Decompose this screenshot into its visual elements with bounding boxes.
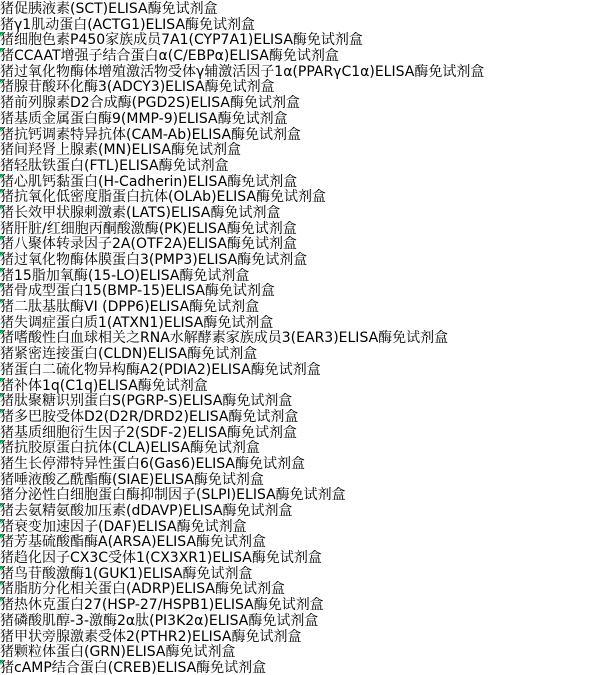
product-name-text: 猪抗氧化低密度脂蛋白抗体(OLAb)ELISA酶免试剂盒 xyxy=(0,189,327,206)
cell-flag-icon xyxy=(0,268,4,272)
product-row xyxy=(0,78,603,94)
cell-flag-icon xyxy=(0,566,4,570)
product-name-text: 猪生长停滞特异性蛋白6(Gas6)ELISA酶免试剂盒 xyxy=(0,455,305,472)
cell-flag-icon xyxy=(0,48,4,52)
product-name-text: 猪长效甲状腺刺激素(LATS)ELISA酶免试剂盒 xyxy=(0,204,281,221)
product-row xyxy=(0,392,603,408)
product-name-text: 猪γ1肌动蛋白(ACTG1)ELISA酶免试剂盒 xyxy=(0,16,256,33)
cell-flag-icon xyxy=(0,205,4,209)
product-name-text: 猪唾液酸乙酰酯酶(SIAE)ELISA酶免试剂盒 xyxy=(0,471,264,488)
product-row xyxy=(0,173,603,189)
product-name-text: 猪肝脏/红细胞丙酮酸激酶(PK)ELISA酶免试剂盒 xyxy=(0,220,297,237)
product-name-text: 猪抗钙调素特异抗体(CAM-Ab)ELISA酶免试剂盒 xyxy=(0,126,302,143)
product-name-text: 猪骨成型蛋白15(BMP-15)ELISA酶免试剂盒 xyxy=(0,283,275,300)
product-row xyxy=(0,377,603,393)
product-name-text: 猪趋化因子CX3C受体1(CX3XR1)ELISA酶免试剂盒 xyxy=(0,550,322,567)
product-row xyxy=(0,408,603,424)
product-name-text: 猪过氧化物酶体增殖激活物受体γ辅激活因子1α(PPARγC1α)ELISA酶免试剂盒 xyxy=(0,63,485,80)
cell-flag-icon xyxy=(0,236,4,240)
product-name-text: 猪肽聚糖识别蛋白S(PGRP-S)ELISA酶免试剂盒 xyxy=(0,393,293,410)
product-row xyxy=(0,0,603,16)
cell-flag-icon xyxy=(0,393,4,397)
product-name-text: 猪磷酸肌醇-3-激酶2α肽(PI3K2α)ELISA酶免试剂盒 xyxy=(0,612,319,629)
cell-flag-icon xyxy=(0,581,4,585)
cell-flag-icon xyxy=(0,660,4,664)
cell-flag-icon xyxy=(0,32,4,36)
product-row xyxy=(0,141,603,157)
product-name-text: 猪心肌钙黏蛋白(H-Cadherin)ELISA酶免试剂盒 xyxy=(0,173,298,190)
product-row xyxy=(0,220,603,236)
product-name-text: 猪前列腺素D2合成酶(PGD2S)ELISA酶免试剂盒 xyxy=(0,95,300,112)
product-row xyxy=(0,628,603,644)
product-name-text: 猪失调症蛋白质1(ATXN1)ELISA酶免试剂盒 xyxy=(0,314,274,331)
cell-flag-icon xyxy=(0,519,4,523)
product-name-text: 猪腺苷酸环化酶3(ADCY3)ELISA酶免试剂盒 xyxy=(0,79,275,96)
cell-flag-icon xyxy=(0,79,4,83)
product-row xyxy=(0,439,603,455)
product-name-text: 猪cAMP结合蛋白(CREB)ELISA酶免试剂盒 xyxy=(0,659,267,675)
product-name-text: 猪蛋白二硫化物异构酶A2(PDIA2)ELISA酶免试剂盒 xyxy=(0,361,321,378)
product-row xyxy=(0,16,603,32)
cell-flag-icon xyxy=(0,299,4,303)
product-name-text: 猪基质金属蛋白酶9(MMP-9)ELISA酶免试剂盒 xyxy=(0,110,288,127)
cell-flag-icon xyxy=(0,189,4,193)
product-row xyxy=(0,329,603,345)
product-row xyxy=(0,502,603,518)
product-name-text: 猪芳基硫酸酯酶A(ARSA)ELISA酶免试剂盒 xyxy=(0,534,267,551)
product-row xyxy=(0,188,603,204)
product-name-text: 猪甲状旁腺激素受体2(PTHR2)ELISA酶免试剂盒 xyxy=(0,628,302,645)
cell-flag-icon xyxy=(0,252,4,256)
cell-flag-icon xyxy=(0,409,4,413)
product-row xyxy=(0,659,603,675)
cell-flag-icon xyxy=(0,597,4,601)
product-name-text: 猪15脂加氧酶(15-LO)ELISA酶免试剂盒 xyxy=(0,267,250,284)
product-row xyxy=(0,361,603,377)
product-name-text: 猪CCAAT增强子结合蛋白α(C/EBPα)ELISA酶免试剂盒 xyxy=(0,48,339,65)
product-row xyxy=(0,549,603,565)
product-row xyxy=(0,486,603,502)
product-row xyxy=(0,31,603,47)
product-name-text: 猪嗜酸性白血球相关之RNA水解酵素家族成员3(EAR3)ELISA酶免试剂盒 xyxy=(0,330,449,347)
product-name-text: 猪热休克蛋白27(HSP-27/HSPB1)ELISA酶免试剂盒 xyxy=(0,597,324,614)
product-row xyxy=(0,612,603,628)
product-row xyxy=(0,643,603,659)
cell-flag-icon xyxy=(0,440,4,444)
product-row xyxy=(0,47,603,63)
product-row xyxy=(0,298,603,314)
cell-flag-icon xyxy=(0,174,4,178)
product-row xyxy=(0,126,603,142)
product-name-text: 猪过氧化物酶体膜蛋白3(PMP3)ELISA酶免试剂盒 xyxy=(0,252,308,268)
product-name-text: 猪分泌性白细胞蛋白酶抑制因子(SLPI)ELISA酶免试剂盒 xyxy=(0,487,346,504)
cell-flag-icon xyxy=(0,283,4,287)
product-name-text: 猪轻肽铁蛋白(FTL)ELISA酶免试剂盒 xyxy=(0,157,229,174)
product-name-text: 猪鸟苷酸激酶1(GUK1)ELISA酶免试剂盒 xyxy=(0,565,253,582)
product-row xyxy=(0,565,603,581)
product-name-text: 猪抗胶原蛋白抗体(CLA)ELISA酶免试剂盒 xyxy=(0,440,260,457)
product-row xyxy=(0,518,603,534)
cell-flag-icon xyxy=(0,534,4,538)
product-row xyxy=(0,455,603,471)
product-name-text: 猪脂肪分化相关蛋白(ADRP)ELISA酶免试剂盒 xyxy=(0,581,285,598)
cell-flag-icon xyxy=(0,330,4,334)
product-name-text: 猪二肽基肽酶VI (DPP6)ELISA酶免试剂盒 xyxy=(0,299,260,316)
product-row xyxy=(0,345,603,361)
product-row xyxy=(0,533,603,549)
product-row xyxy=(0,94,603,110)
product-name-text: 猪八聚体转录因子2A(OTF2A)ELISA酶免试剂盒 xyxy=(0,236,298,253)
product-row xyxy=(0,110,603,126)
product-name-text: 猪促胰液素(SCT)ELISA酶免试剂盒 xyxy=(0,1,218,17)
cell-flag-icon xyxy=(0,503,4,507)
product-name-text: 猪细胞色素P450家族成员7A1(CYP7A1)ELISA酶免试剂盒 xyxy=(0,32,363,49)
cell-flag-icon xyxy=(0,127,4,131)
product-row xyxy=(0,580,603,596)
product-row xyxy=(0,235,603,251)
product-row xyxy=(0,251,603,267)
product-row xyxy=(0,157,603,173)
product-name-text: 猪基质细胞衍生因子2(SDF-2)ELISA酶免试剂盒 xyxy=(0,424,298,441)
product-name-text: 猪补体1q(C1q)ELISA酶免试剂盒 xyxy=(0,377,208,394)
product-name-text: 猪颗粒体蛋白(GRN)ELISA酶免试剂盒 xyxy=(0,644,236,661)
product-name-text: 猪去氨精氨酸加压素(dDAVP)ELISA酶免试剂盒 xyxy=(0,503,293,519)
product-name-text: 猪多巴胺受体D2(D2R/DRD2)ELISA酶免试剂盒 xyxy=(0,408,299,425)
product-row xyxy=(0,424,603,440)
product-row xyxy=(0,314,603,330)
product-name-text: 猪间羟肾上腺素(MN)ELISA酶免试剂盒 xyxy=(0,142,241,159)
product-row xyxy=(0,63,603,79)
cell-flag-icon xyxy=(0,378,4,382)
product-name-text: 猪衰变加速因子(DAF)ELISA酶免试剂盒 xyxy=(0,518,247,535)
product-name-text: 猪紧密连接蛋白(CLDN)ELISA酶免试剂盒 xyxy=(0,346,258,363)
product-row xyxy=(0,282,603,298)
product-row xyxy=(0,267,603,283)
product-row xyxy=(0,596,603,612)
product-row xyxy=(0,204,603,220)
product-row xyxy=(0,471,603,487)
